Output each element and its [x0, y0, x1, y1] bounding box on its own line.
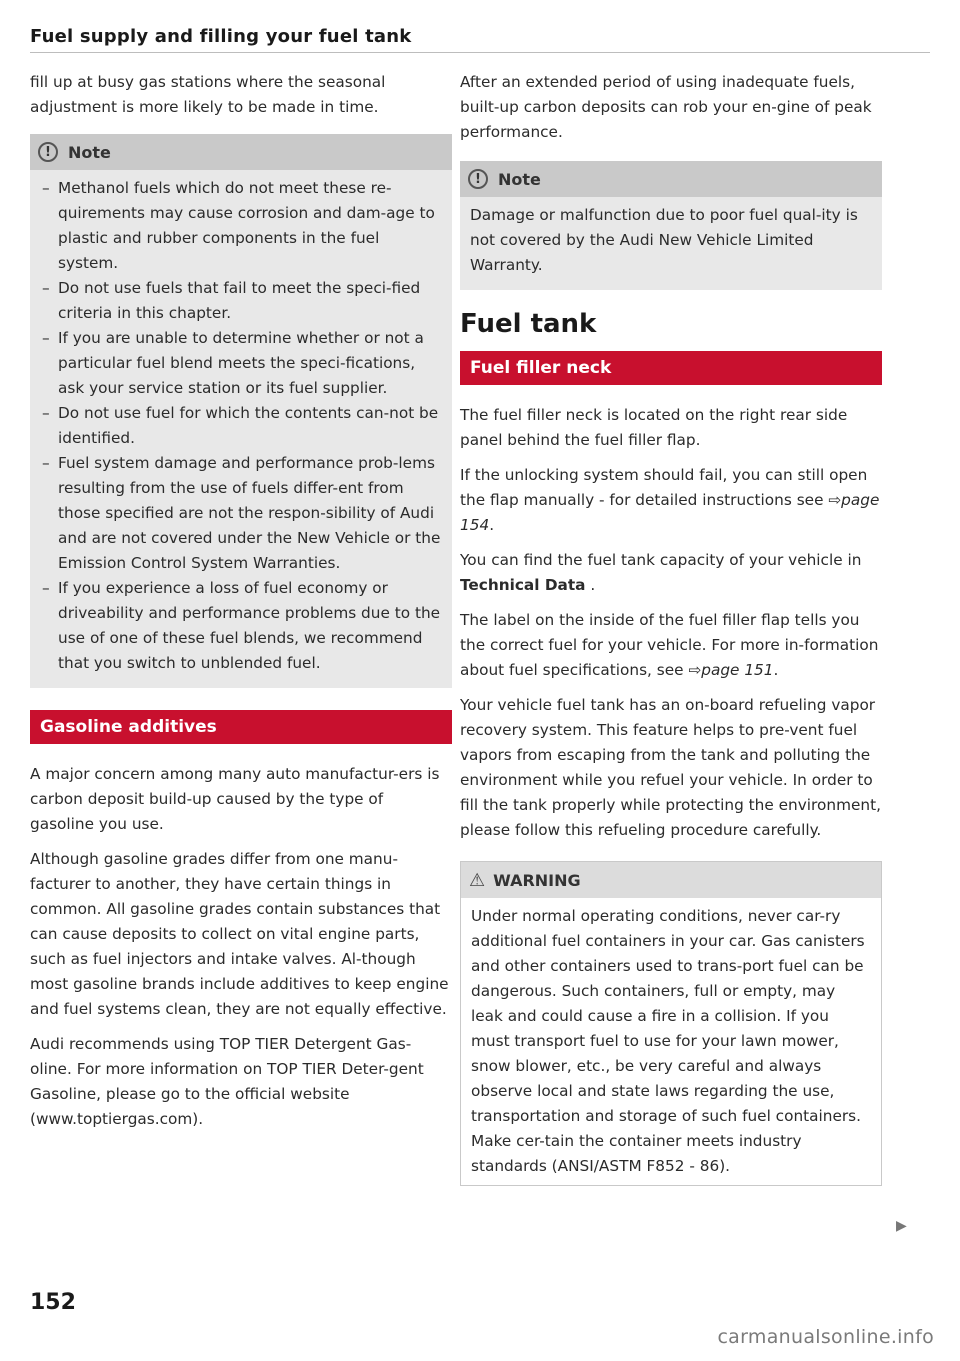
paragraph-text: If the unlocking system should fail, you can still open the flap manually - for detailed instructions see: [460, 466, 868, 509]
continue-arrow-icon: ▶: [896, 1218, 907, 1234]
paragraph: A major concern among many auto manufactur-ers is carbon deposit build-up caused by the type of gasoline you use.: [30, 765, 440, 833]
info-icon: !: [38, 142, 58, 162]
paragraph-text: .: [773, 661, 779, 679]
paragraph-text: .: [585, 576, 596, 594]
warning-text: Under normal operating conditions, never car-ry additional fuel containers in your car. Gas canisters and other containers used to trans-port fuel can be dangerous. Such containers, full or empty, may leak and could cause a fire in a collision. If you must transport fuel to use for your lawn mower, snow blower, etc., be very careful and always observe local and state laws regarding the use, transportation and storage of such fuel containers. Make cer-tain the container meets industry standards (ANSI/ASTM F852 - 86).: [471, 907, 865, 1175]
note-label: Note: [68, 142, 111, 162]
note-header: [460, 161, 882, 197]
note-label: Note: [498, 169, 541, 189]
paragraph: [460, 463, 882, 538]
list-item: – If you are unable to determine whether or not a particular fuel blend meets the speci-fications, ask your service station or its fuel supplier.: [40, 326, 442, 401]
header-divider: [30, 52, 930, 53]
page-number: 152: [30, 1290, 76, 1315]
note-box: [30, 134, 452, 688]
paragraph-text: You can find the fuel tank capacity of your vehicle in: [460, 551, 862, 569]
watermark: carmanualsonline.info: [717, 1326, 934, 1348]
paragraph: Audi recommends using TOP TIER Detergent Gas-oline. For more information on TOP TIER Deter-gent Gasoline, please go to the official website (www.toptiergas.com).: [30, 1035, 424, 1128]
paragraph-text: The label on the inside of the fuel filler flap tells you the correct fuel for your vehicle. For more in-formation about fuel specifications, see: [460, 611, 879, 679]
list-item: – If you experience a loss of fuel economy or driveability and performance problems due to the use of one of these fuel blends, we recommend that you switch to unblended fuel.: [40, 576, 442, 676]
note-list: [40, 176, 442, 676]
paragraph: [460, 548, 882, 598]
header-title: Fuel supply and filling your fuel tank: [30, 26, 412, 47]
paragraph: [460, 608, 882, 683]
note-text: Damage or malfunction due to poor fuel qual-ity is not covered by the Audi New Vehicle Limited Warranty.: [470, 206, 858, 274]
page-reference-link[interactable]: ⇨page 151: [688, 661, 774, 679]
warning-header: [461, 862, 881, 898]
list-item: – Do not use fuels that fail to meet the speci-fied criteria in this chapter.: [40, 276, 442, 326]
note-box: [460, 161, 882, 290]
section-heading-gasoline-additives: Gasoline additives: [30, 710, 452, 744]
intro-paragraph: After an extended period of using inadequate fuels, built-up carbon deposits can rob your en-gine of peak performance.: [460, 73, 872, 141]
left-column: [30, 70, 452, 1142]
paragraph: Your vehicle fuel tank has an on-board refueling vapor recovery system. This feature helps to pre-vent fuel vapors from escaping from the tank and polluting the environment while you refuel your vehicle. In order to fill the tank properly while protecting the environment, please follow this refueling procedure carefully.: [460, 696, 881, 839]
intro-paragraph: fill up at busy gas stations where the seasonal adjustment is more likely to be made in time.: [30, 73, 386, 116]
info-icon: !: [468, 169, 488, 189]
list-item: – Fuel system damage and performance prob-lems resulting from the use of fuels differ-ent from those specified are not the respon-sibility of Audi and are not covered under the New Vehicle or the Emission Control System Warranties.: [40, 451, 442, 576]
warning-box: [460, 861, 882, 1186]
page-reference-link[interactable]: ⇨page 154: [460, 491, 880, 534]
technical-data-label: Technical Data: [460, 576, 586, 594]
right-column: [460, 70, 882, 1186]
list-item: – Methanol fuels which do not meet these re-quirements may cause corrosion and dam-age to plastic and rubber components in the fuel system.: [40, 176, 442, 276]
warning-triangle-icon: ⚠: [469, 869, 486, 891]
section-title-fuel-tank: Fuel tank: [460, 309, 597, 339]
list-item: – Do not use fuel for which the contents can-not be identified.: [40, 401, 442, 451]
paragraph: Although gasoline grades differ from one manu-facturer to another, they have certain things in common. All gasoline grades contain substances that can cause deposits to collect on vital engine parts, such as fuel injectors and intake valves. Al-though most gasoline brands include additives to keep engine and fuel systems clean, they are not equally effective.: [30, 850, 449, 1018]
paragraph-text: .: [489, 516, 495, 534]
note-header: [30, 134, 452, 170]
warning-label: WARNING: [493, 870, 581, 890]
paragraph: The fuel filler neck is located on the right rear side panel behind the fuel filler flap.: [460, 406, 848, 449]
section-heading-fuel-filler-neck: Fuel filler neck: [460, 351, 882, 385]
